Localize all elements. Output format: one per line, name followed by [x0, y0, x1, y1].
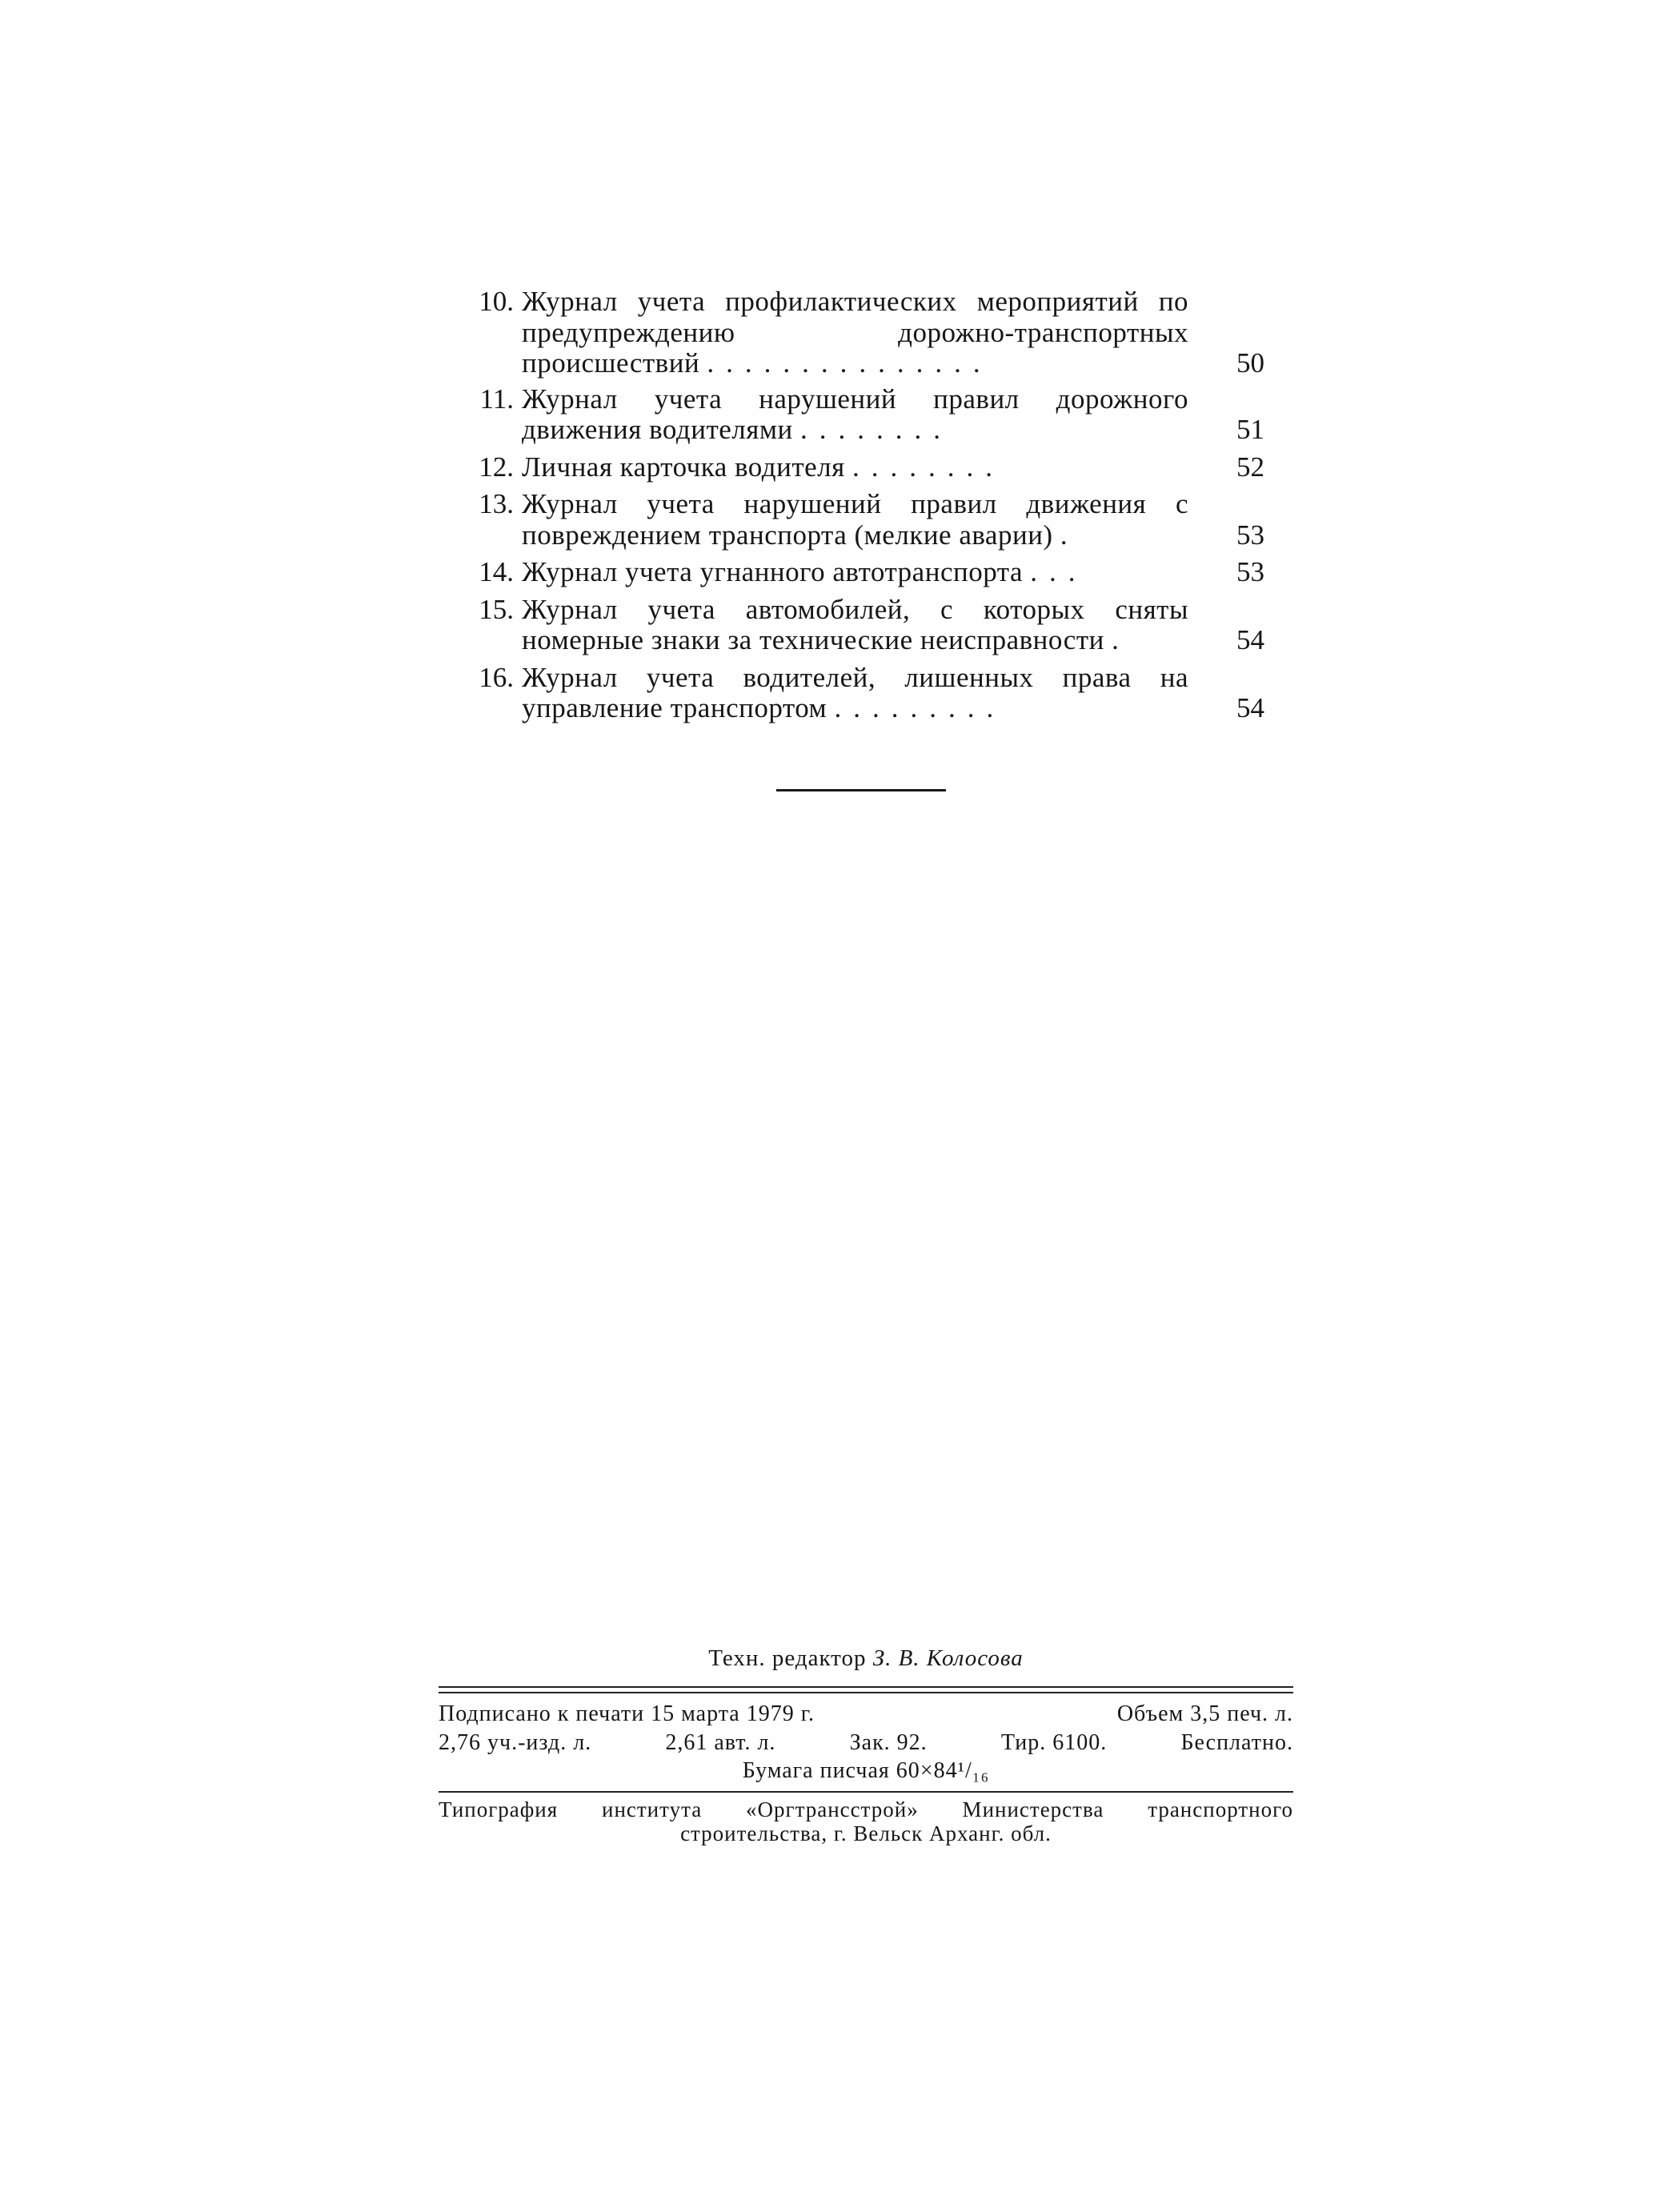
toc-entry-16: [472, 663, 1272, 724]
toc-entry-title: Журнал учета нарушений правил дорожного движения водителями ........: [522, 383, 1188, 445]
toc-entry-page: 52: [1236, 451, 1264, 483]
toc-entry-number: 12.: [479, 451, 514, 483]
circulation: Тир. 6100.: [1000, 1730, 1108, 1755]
section-divider: [776, 789, 946, 791]
toc-entry-13: [472, 489, 1272, 551]
toc-entry-title: Журнал учета водителей, лишенных права на управление транспортом .........: [522, 661, 1188, 723]
price: Бесплатно.: [1180, 1730, 1293, 1755]
toc-entry-page: 50: [1236, 347, 1264, 379]
toc-entry-number: 14.: [479, 556, 514, 587]
toc-entry-page: 51: [1236, 414, 1264, 445]
print-signed-row: [439, 1700, 1293, 1729]
author-sheets: 2,61 авт. л.: [665, 1730, 776, 1755]
double-divider: [439, 1686, 1293, 1693]
toc-entry-page: 53: [1236, 556, 1264, 587]
toc-entry-number: 11.: [479, 383, 514, 415]
paper-format: Бумага писчая 60×84¹/₁₆: [742, 1758, 990, 1783]
toc-entry-number: 16.: [479, 661, 514, 693]
toc-entry-title: Журнал учета автомобилей, с которых сняты номерные знаки за технические неисправности .: [522, 593, 1188, 655]
toc-entry-10: [472, 287, 1272, 379]
print-stats-row: [439, 1729, 1293, 1757]
toc-entry-title: Журнал учета угнанного автотранспорта ...: [522, 556, 1088, 587]
divider: [439, 1791, 1293, 1793]
toc-entry-title: Журнал учета нарушений правил движения с повреждением транспорта (мелкие аварии) .: [522, 488, 1188, 551]
uch-izd-sheets: 2,76 уч.-изд. л.: [439, 1730, 592, 1755]
signed-for-print: Подписано к печати 15 марта 1979 г.: [439, 1701, 815, 1726]
toc-entry-number: 15.: [479, 593, 514, 625]
editor-label: Техн. редактор: [708, 1645, 867, 1671]
toc-entry-number: 13.: [479, 488, 514, 519]
toc-entry-11: [472, 384, 1272, 446]
toc-entry-12: [472, 452, 1272, 483]
toc-entry-number: 10.: [479, 286, 514, 317]
editor-name: З. В. Колосова: [872, 1645, 1024, 1671]
tech-editor-line: [439, 1645, 1293, 1672]
order-number: Зак. 92.: [849, 1730, 928, 1755]
printer-line-2: строительства, г. Вельск Арханг. обл.: [680, 1821, 1052, 1845]
toc-entry-page: 54: [1236, 692, 1264, 723]
toc-entry-14: [472, 557, 1272, 588]
toc-entry-title: Личная карточка водителя ........: [522, 451, 1004, 483]
colophon: [439, 1645, 1293, 1845]
toc-entry-page: 54: [1236, 624, 1264, 655]
toc-entry-page: 53: [1236, 519, 1264, 551]
print-volume: Объем 3,5 печ. л.: [1116, 1701, 1293, 1726]
printer-line-1: Типография института «Оргтрансстрой» Министерства транспортного: [439, 1797, 1293, 1821]
toc-entry-15: [472, 595, 1272, 656]
table-of-contents: [472, 287, 1272, 724]
toc-entry-title: Журнал учета профилактических мероприятий по предупреждению дорожно-транспортных происшествий ...............: [522, 286, 1188, 379]
